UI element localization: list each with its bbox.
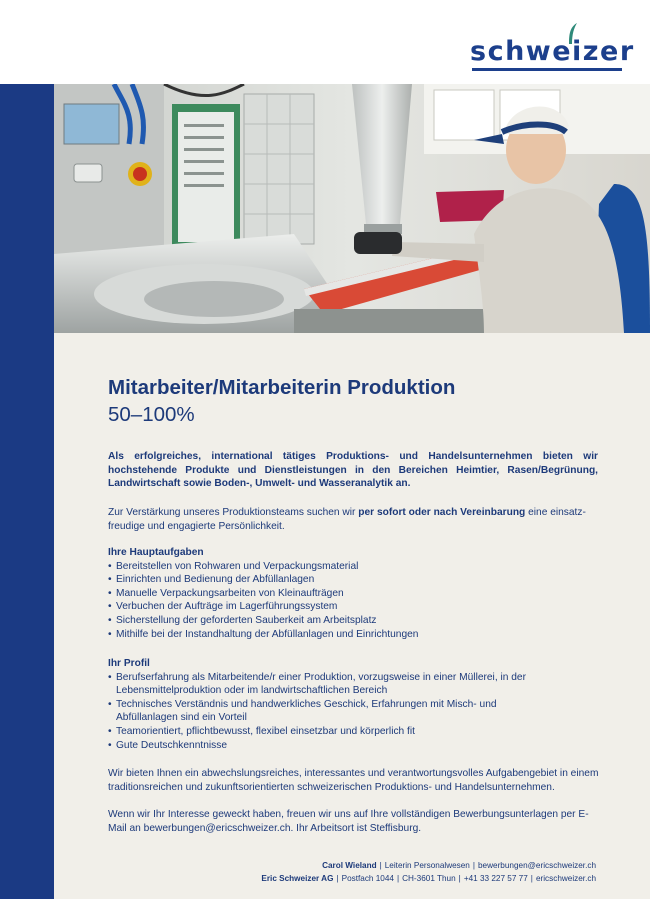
offer-paragraph: Wir bieten Ihnen ein abwechslungsreiches, interessantes und verantwortungsvolles Aufgabengebiet in einem traditionsreichen und zukunftsorientierten schweizerischen Produktions- und Handelsunternehmen. bbox=[108, 768, 599, 793]
list-item: • Teamorientiert, pflichtbewusst, flexibel einsetzbar und körperlich fit bbox=[108, 725, 528, 739]
list-item: • Sicherstellung der geforderten Sauberkeit am Arbeitsplatz bbox=[108, 614, 598, 628]
contact-line: Carol Wieland | Leiterin Personalwesen | bewerbungen@ericschweizer.ch bbox=[322, 861, 596, 870]
tasks-section bbox=[108, 546, 598, 641]
company-intro: Als erfolgreiches, international tätiges Produktions- und Handelsunternehmen bieten wir hochstehende Produkte und Dienstleistungen in den Bereichen Heimtier, Rasen/Begrünung, Landwirtschaft sowie Boden-, Umwelt- und Wasseranalytik an. bbox=[108, 451, 598, 490]
company-website[interactable]: ericschweizer.ch bbox=[535, 874, 596, 883]
list-item: • Verbuchen der Aufträge im Lagerführungssystem bbox=[108, 600, 598, 614]
company-name: Eric Schweizer AG bbox=[261, 874, 334, 883]
lead-paragraph bbox=[108, 506, 598, 533]
profile-section bbox=[108, 657, 528, 752]
list-item: • Technisches Verständnis und handwerkliches Geschick, Erfahrungen mit Misch- und Abfüllanlagen sind ein Vorteil bbox=[108, 698, 528, 725]
list-item: • Einrichten und Bedienung der Abfüllanlagen bbox=[108, 573, 598, 587]
logo-underline bbox=[472, 68, 622, 71]
list-item: • Gute Deutschkenntnisse bbox=[108, 739, 528, 753]
list-item: • Mithilfe bei der Instandhaltung der Abfüllanlagen und Einrichtungen bbox=[108, 628, 598, 642]
logo-text: schweizer bbox=[470, 36, 635, 67]
job-workload: 50–100% bbox=[108, 403, 195, 426]
company-postbox: Postfach 1044 bbox=[341, 874, 394, 883]
company-logo[interactable] bbox=[470, 22, 635, 72]
tasks-heading: Ihre Hauptaufgaben bbox=[108, 547, 204, 558]
company-city: CH-3601 Thun bbox=[402, 874, 456, 883]
contact-email[interactable]: bewerbungen@ericschweizer.ch bbox=[478, 861, 596, 870]
brand-stripe bbox=[0, 84, 54, 899]
tasks-list bbox=[108, 560, 598, 642]
lead-emphasis: per sofort oder nach Vereinbarung bbox=[358, 507, 526, 518]
factory-worker-photo bbox=[54, 84, 650, 333]
contact-role: Leiterin Personalwesen bbox=[384, 861, 470, 870]
lead-text-end: eine einsatzfreudige und engagierte Persönlichkeit. bbox=[108, 507, 586, 532]
list-item: • Manuelle Verpackungsarbeiten von Kleinaufträgen bbox=[108, 587, 598, 601]
company-phone[interactable]: +41 33 227 57 77 bbox=[463, 874, 528, 883]
apply-paragraph: Wenn wir Ihr Interesse geweckt haben, freuen wir uns auf Ihre vollständigen Bewerbungsunterlagen per E-Mail an bewerbungen@ericschweizer.ch. Ihr Arbeitsort ist Steffisburg. bbox=[108, 809, 589, 834]
contact-name: Carol Wieland bbox=[322, 861, 377, 870]
header bbox=[0, 0, 650, 84]
profile-heading: Ihr Profil bbox=[108, 658, 150, 669]
list-item: • Berufserfahrung als Mitarbeitende/r einer Produktion, vorzugsweise in einer Müllerei, in der Lebensmittelproduktion oder im landwirtschaftlichen Bereich bbox=[108, 671, 528, 698]
job-title: Mitarbeiter/Mitarbeiterin Produktion bbox=[108, 376, 456, 399]
profile-list bbox=[108, 671, 528, 753]
list-item: • Bereitstellen von Rohwaren und Verpackungsmaterial bbox=[108, 560, 598, 574]
company-line: Eric Schweizer AG | Postfach 1044 | CH-3601 Thun | +41 33 227 57 77 | ericschweizer.ch bbox=[261, 874, 596, 883]
lead-text-start: Zur Verstärkung unseres Produktionsteams suchen wir bbox=[108, 507, 359, 518]
